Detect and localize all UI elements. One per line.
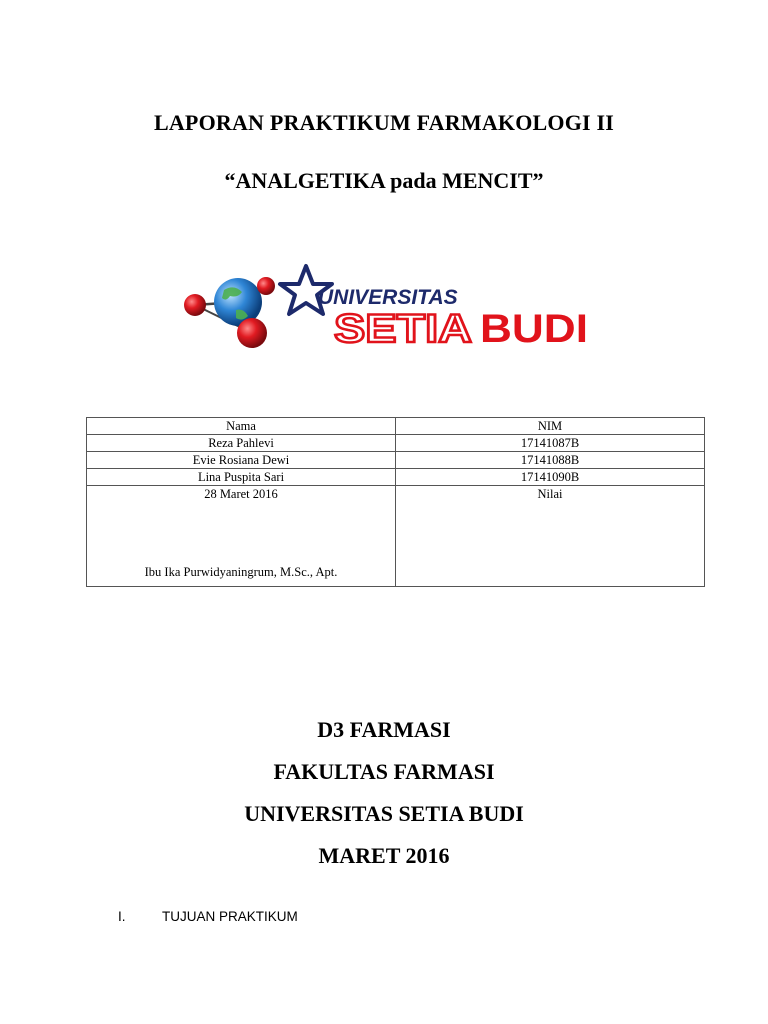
faculty-name: FAKULTAS FARMASI xyxy=(273,759,495,784)
student-name: Reza Pahlevi xyxy=(87,435,396,452)
grade-label: Nilai xyxy=(537,487,563,501)
student-nim: 17141090B xyxy=(396,469,705,486)
table-header-row xyxy=(87,418,705,435)
student-nim: 17141088B xyxy=(396,452,705,469)
report-subtitle: “ANALGETIKA pada MENCIT” xyxy=(224,168,544,193)
logo-text-setia: SETIA xyxy=(334,307,472,351)
table-row xyxy=(87,452,705,469)
student-nim: 17141087B xyxy=(396,435,705,452)
report-title: LAPORAN PRAKTIKUM FARMAKOLOGI II xyxy=(153,110,615,135)
student-info-table xyxy=(86,417,705,587)
logo-text-budi: BUDI xyxy=(480,307,588,351)
university-name: UNIVERSITAS SETIA BUDI xyxy=(244,801,524,826)
date-lecturer-cell xyxy=(87,486,396,587)
university-logo xyxy=(178,260,598,355)
logo-text-universitas: UNIVERSITAS xyxy=(318,286,458,309)
report-date: 28 Maret 2016 xyxy=(204,487,278,501)
molecule-icon xyxy=(184,277,275,348)
report-month: MARET 2016 xyxy=(318,843,450,868)
table-row xyxy=(87,435,705,452)
section-title: TUJUAN PRAKTIKUM xyxy=(162,909,298,924)
lecturer-name: Ibu Ika Purwidyaningrum, M.Sc., Apt. xyxy=(144,565,338,579)
grade-cell xyxy=(396,486,705,587)
section-number: I. xyxy=(118,909,126,924)
program-name: D3 FARMASI xyxy=(317,717,451,742)
student-name: Evie Rosiana Dewi xyxy=(87,452,396,469)
student-name: Lina Puspita Sari xyxy=(87,469,396,486)
header-nim: NIM xyxy=(396,418,705,435)
table-row xyxy=(87,469,705,486)
header-nama: Nama xyxy=(87,418,396,435)
table-row-signature xyxy=(87,486,705,587)
